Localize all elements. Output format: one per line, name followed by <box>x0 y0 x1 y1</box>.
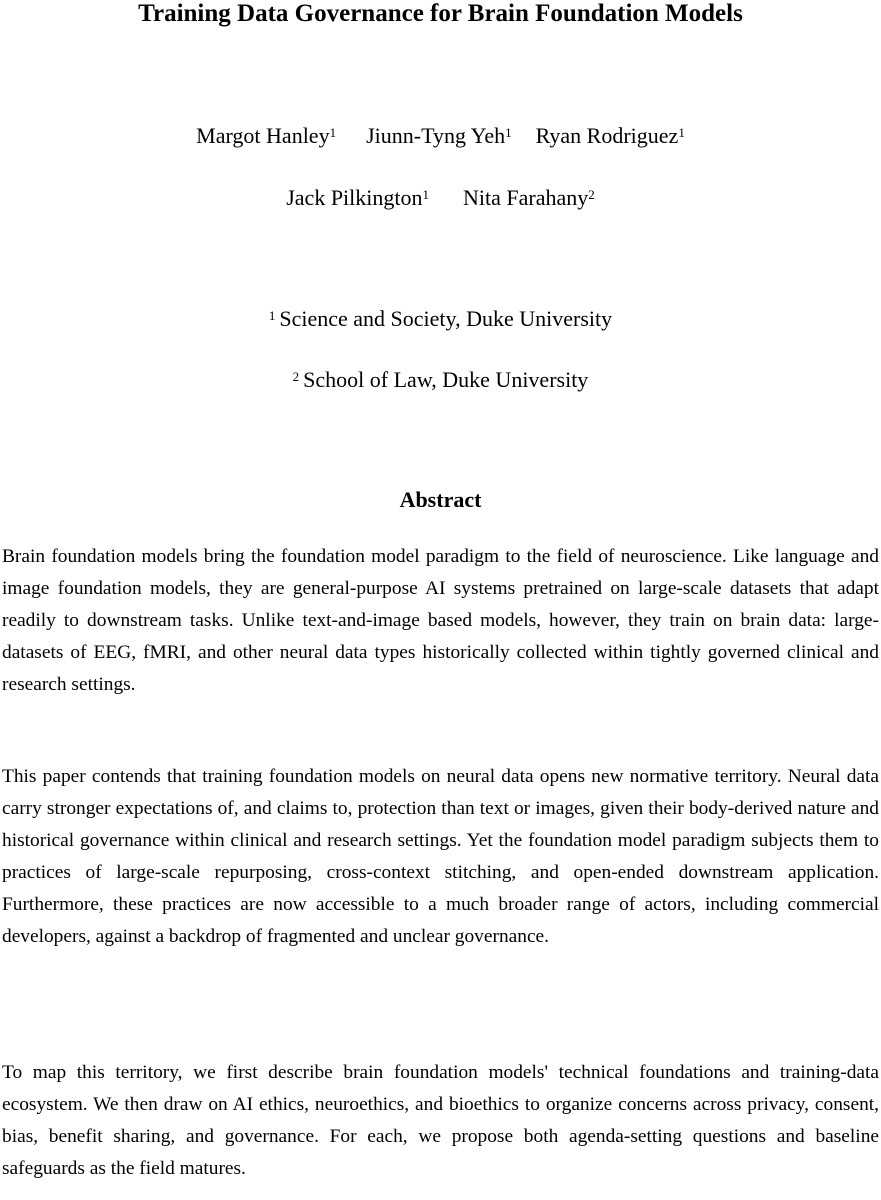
affiliation-mark: 1 <box>268 308 276 323</box>
author-name: Margot Hanley$^1$ <box>196 123 337 148</box>
author-list-row-1 <box>0 123 881 149</box>
abstract-paragraph: This paper contends that training foundation models on neural data opens new normative territory. Neural data carry stronger expectations of, and claims to, protection than text or images, given their body-derived nature and historical governance within clinical and research settings. Yet the foundation model paradigm subjects them to practices of large-scale repurposing, cross-context stitching, and open-ended downstream application. Furthermore, these practices are now accessible to a much broader range of actors, including commercial developers, against a backdrop of fragmented and unclear governance. <box>2 766 879 947</box>
abstract-paragraph: To map this territory, we first describe brain foundation models' technical foundations and training-data ecosystem. We then draw on AI ethics, neuroethics, and bioethics to organize concerns across privacy, consent, bias, benefit sharing, and governance. For each, we propose both agenda-setting questions and baseline safeguards as the field matures. <box>2 1062 879 1179</box>
affiliation-2: $^2$ School of Law, Duke University <box>292 367 589 392</box>
author-name: Jack Pilkington$^1$ <box>286 185 430 210</box>
abstract-heading: Abstract <box>399 487 482 512</box>
affiliation-mark: 1 <box>505 125 512 140</box>
author-name: Nita Farahany$^2$ <box>463 185 595 210</box>
affiliation-mark: 1 <box>422 187 430 202</box>
affiliation-1: $^1$ Science and Society, Duke University <box>268 306 613 331</box>
affiliation-mark: 2 <box>292 369 300 384</box>
affiliation-mark: 2 <box>588 187 595 202</box>
paper-title: Training Data Governance for Brain Foundation Models <box>138 0 743 27</box>
author-name: Ryan Rodriguez$^1$ <box>535 123 685 148</box>
affiliation-mark: 1 <box>678 125 685 140</box>
author-list-row-2 <box>0 185 881 211</box>
affiliation-mark: 1 <box>329 125 337 140</box>
author-name: Jiunn-Tyng Yeh$^1$ <box>366 123 512 148</box>
abstract-paragraph: Brain foundation models bring the foundation model paradigm to the field of neuroscience. Like language and image foundation models, they are general-purpose AI systems pretrained on large-scale datasets that adapt readily to downstream tasks. Unlike text-and-image based models, however, they train on brain data: large-datasets of EEG, fMRI, and other neural data types historically collected within tightly governed clinical and research settings. <box>2 546 879 695</box>
